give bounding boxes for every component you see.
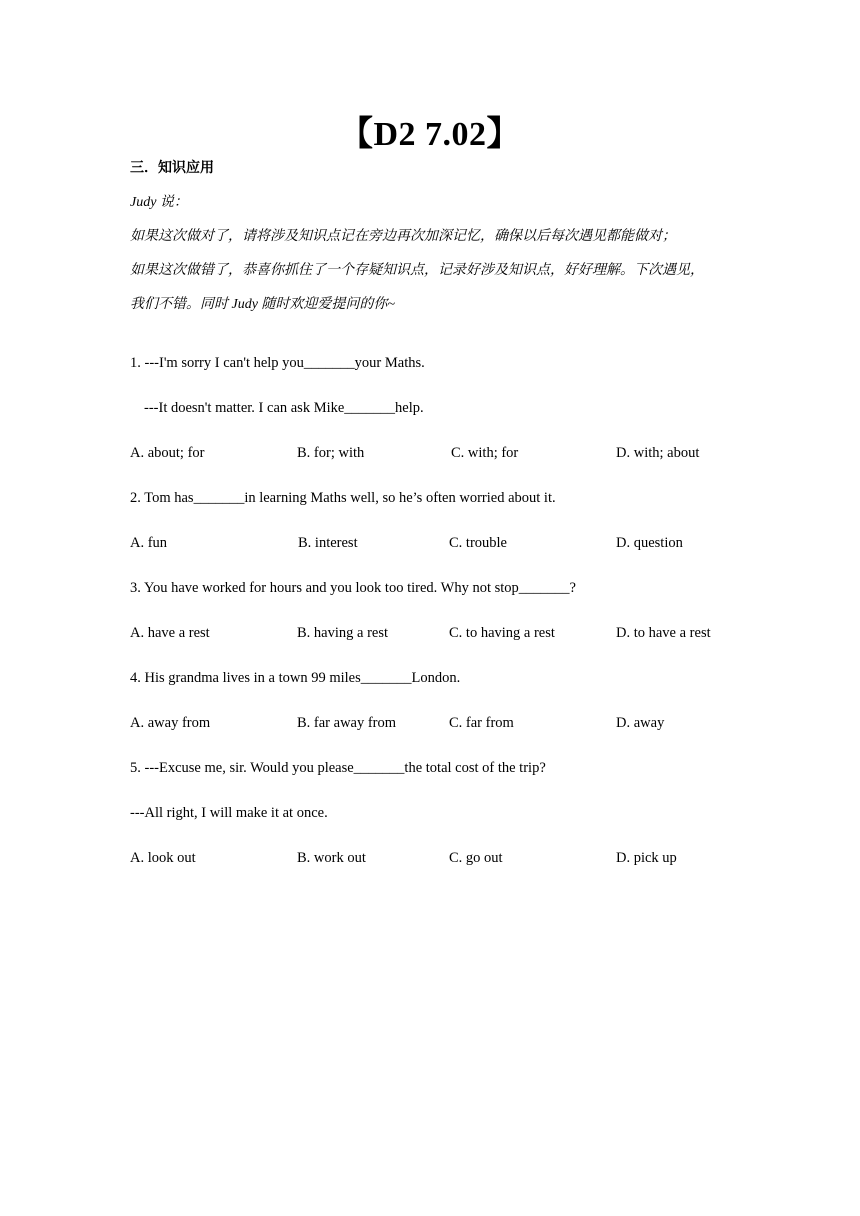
- question-2-option-b: B. interest: [298, 535, 358, 551]
- question-1-line-1: 1. ---I'm sorry I can't help you_______your Maths.: [130, 355, 425, 371]
- question-5-option-b: B. work out: [297, 850, 366, 866]
- question-1-option-c: C. with; for: [451, 445, 519, 461]
- question-1-option-b: B. for; with: [297, 445, 365, 461]
- question-3-option-d: D. to have a rest: [616, 625, 711, 641]
- question-4-line-1: 4. His grandma lives in a town 99 miles_______London.: [130, 670, 461, 686]
- question-1-line-2: ---It doesn't matter. I can ask Mike_______help.: [144, 400, 424, 416]
- section-heading: 三．知识应用: [130, 161, 214, 176]
- note-line-2: 如果这次做错了，恭喜你抓住了一个存疑知识点，记录好涉及知识点，好好理解。下次遇见，: [130, 263, 704, 278]
- question-5-option-a: A. look out: [130, 850, 196, 866]
- question-2-option-c: C. trouble: [449, 535, 507, 551]
- question-5-line-1: 5. ---Excuse me, sir. Would you please_______the total cost of the trip?: [130, 760, 546, 776]
- question-4-option-c: C. far from: [449, 715, 514, 731]
- question-1-option-d: D. with; about: [616, 445, 700, 461]
- note-speaker: Judy 说：: [130, 195, 188, 210]
- question-4-option-a: A. away from: [130, 715, 211, 731]
- question-3-option-a: A. have a rest: [130, 625, 210, 641]
- question-3-line-1: 3. You have worked for hours and you look too tired. Why not stop_______?: [130, 580, 576, 596]
- question-1-option-a: A. about; for: [130, 445, 205, 461]
- question-5-option-d: D. pick up: [616, 850, 677, 866]
- note-line-1: 如果这次做对了，请将涉及知识点记在旁边再次加深记忆，确保以后每次遇见都能做对；: [130, 229, 676, 244]
- question-3-option-c: C. to having a rest: [449, 625, 555, 641]
- question-4-option-b: B. far away from: [297, 715, 397, 731]
- page-title: 【D2 7.02】: [338, 116, 522, 153]
- note-line-3: 我们不错。同时 Judy 随时欢迎爱提问的你~: [130, 297, 396, 312]
- question-3-option-b: B. having a rest: [297, 625, 389, 641]
- question-5-line-2: ---All right, I will make it at once.: [130, 805, 328, 821]
- question-2-line-1: 2. Tom has_______in learning Maths well, so he’s often worried about it.: [130, 490, 556, 506]
- question-2-option-a: A. fun: [130, 535, 168, 551]
- question-2-option-d: D. question: [616, 535, 683, 551]
- question-5-option-c: C. go out: [449, 850, 503, 866]
- question-4-option-d: D. away: [616, 715, 665, 731]
